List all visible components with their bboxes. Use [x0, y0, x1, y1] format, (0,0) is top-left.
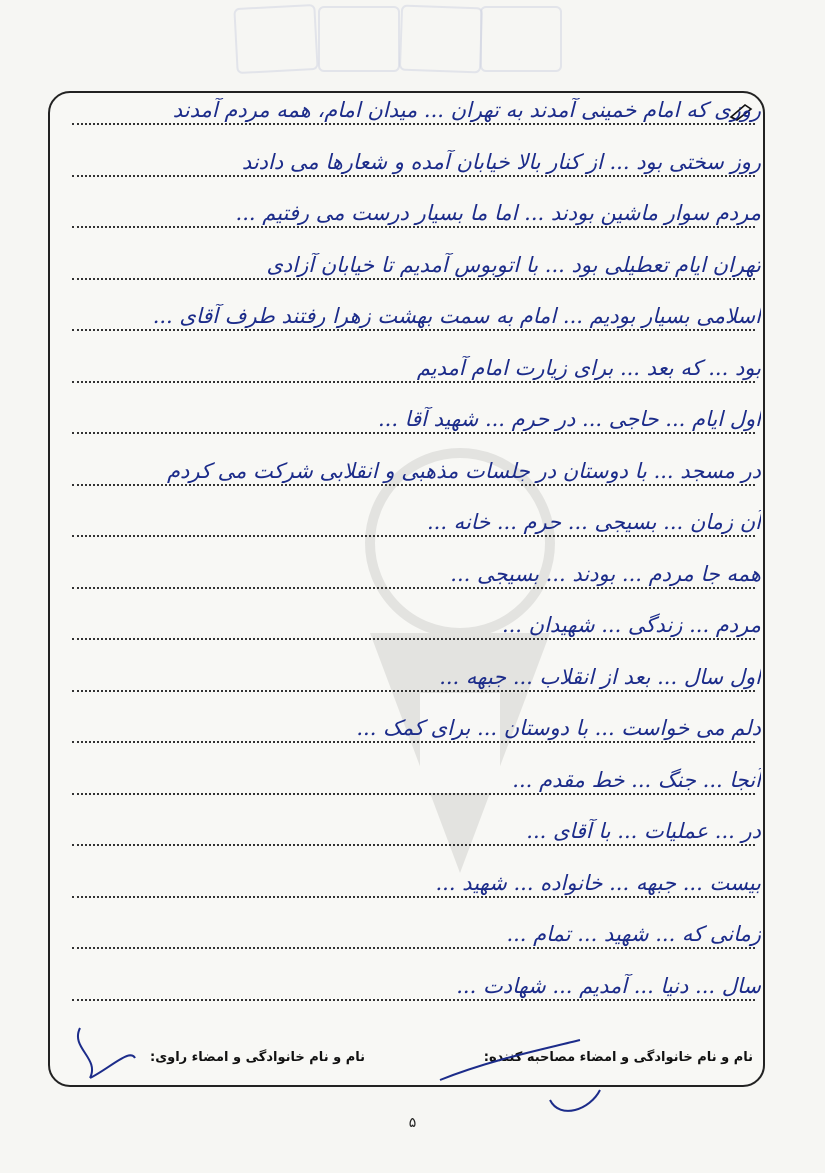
handwritten-line: سال ... دنیا ... آمدیم ... شهادت ...	[456, 973, 761, 998]
narrator-signature	[60, 1018, 140, 1088]
handwritten-line: بود ... که بعد ... برای زیارت امام آمدیم	[416, 355, 761, 380]
dotted-rule	[72, 946, 755, 949]
dotted-rule	[72, 689, 755, 692]
dotted-rule	[72, 998, 755, 1001]
dotted-rule	[72, 483, 755, 486]
handwritten-line: روزی که امام خمینی آمدند به تهران ... میدان امام، همه مردم آمدند	[172, 98, 761, 122]
handwritten-line: مردم ... زندگی ... شهیدان ...	[501, 613, 761, 637]
stamp-mark	[233, 4, 318, 74]
dotted-rule	[72, 380, 755, 383]
interviewer-signature-label: نام و نام خانوادگی و امضاء مصاحبه کننده:	[483, 1050, 753, 1065]
dotted-rule	[72, 122, 755, 125]
interviewer-signature	[430, 1030, 610, 1120]
handwritten-line: دلم می خواست ... با دوستان ... برای کمک ...	[356, 716, 761, 740]
handwritten-line: اول سال ... بعد از انقلاب ... جبهه ...	[439, 664, 761, 689]
dotted-rule	[72, 225, 755, 228]
dotted-rule	[72, 637, 755, 640]
dotted-rule	[72, 174, 755, 177]
narrator-signature-label: نام و نام خانوادگی و امضاء راوی:	[150, 1050, 365, 1065]
handwritten-line: همه جا مردم ... بودند ... بسیجی ...	[450, 561, 761, 586]
handwritten-line: بیست ... جبهه ... خانواده ... شهید ...	[435, 870, 761, 895]
stamp-mark	[480, 6, 562, 72]
handwritten-line: در ... عملیات ... با آقای ...	[526, 819, 761, 843]
dotted-rule	[72, 740, 755, 743]
watermark-emblem	[310, 433, 610, 873]
handwritten-line: اسلامی بسیار بودیم ... امام به سمت بهشت زهرا رفتند طرف آقای ...	[152, 304, 761, 328]
dotted-rule	[72, 328, 755, 331]
handwritten-line: روز سختی بود ... از کنار بالا خیابان آمده و شعارها می دادند	[241, 149, 761, 174]
dotted-rule	[72, 534, 755, 537]
page-number: ۵	[408, 1115, 417, 1131]
dotted-rule	[72, 431, 755, 434]
handwritten-line: زمانی که ... شهید ... تمام ...	[506, 922, 761, 946]
dotted-rule	[72, 792, 755, 795]
handwritten-line: آن زمان ... بسیجی ... حرم ... خانه ...	[426, 510, 761, 534]
dotted-rule	[72, 895, 755, 898]
dotted-rule	[72, 277, 755, 280]
stamp-mark	[399, 5, 483, 74]
dotted-rule	[72, 843, 755, 846]
dotted-rule	[72, 586, 755, 589]
handwritten-line: اول ایام ... حاجی ... در حرم ... شهید آقا ...	[377, 407, 761, 431]
handwritten-line: تهران ایام تعطیلی بود ... با اتوبوس آمدیم تا خیابان آزادی	[266, 252, 761, 277]
handwritten-line: آنجا ... جنگ ... خط مقدم ...	[512, 767, 761, 792]
handwritten-line: در مسجد ... با دوستان در جلسات مذهبی و انقلابی شرکت می کردم	[167, 458, 761, 483]
stamp-mark	[318, 6, 400, 72]
handwritten-line: مردم سوار ماشین بودند ... اما ما بسیار درست می رفتیم ...	[235, 201, 761, 225]
